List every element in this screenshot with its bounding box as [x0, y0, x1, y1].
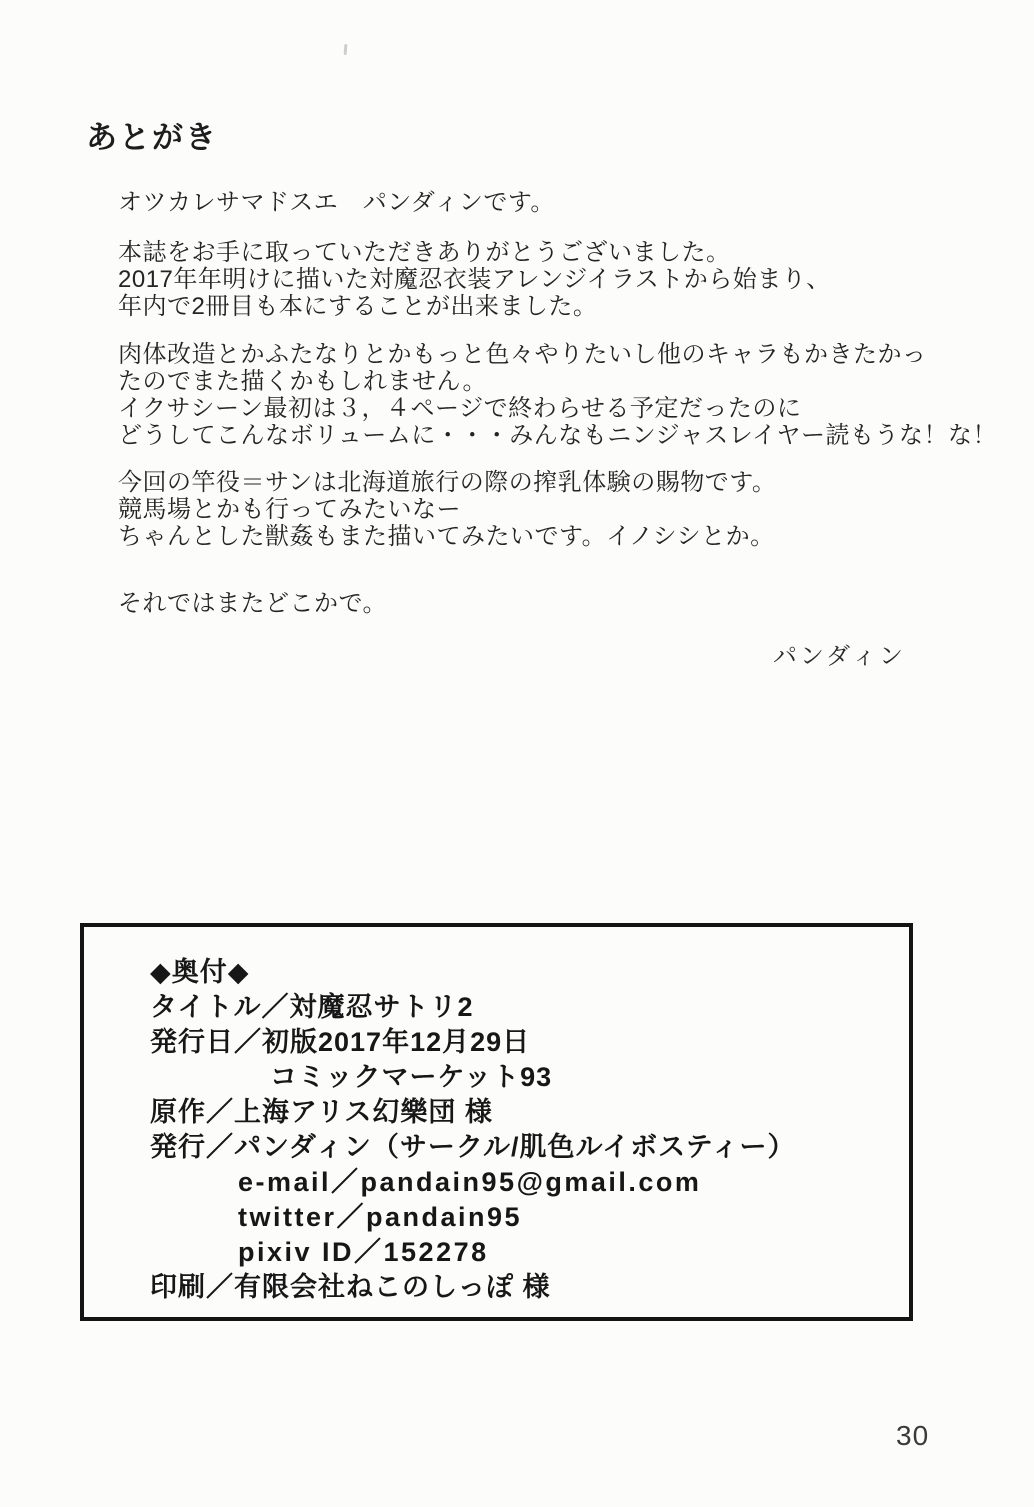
page-title: あとがき [86, 120, 218, 155]
page-number: 30 [896, 1420, 930, 1451]
afterword-paragraph [118, 341, 997, 449]
author-signature: パンダィン [772, 643, 906, 670]
afterword-line: イクサシーン最初は３，４ページで終わらせる予定だったのに [118, 395, 802, 422]
afterword-line: 肉体改造とかふたなりとかもっと色々やりたいし他のキャラもかきたかっ [118, 341, 927, 368]
afterword-line: それではまたどこかで。 [118, 590, 388, 617]
afterword-paragraph [118, 590, 908, 617]
afterword-paragraph [118, 189, 908, 216]
afterword-paragraph [118, 469, 908, 550]
afterword-line: 競馬場とかも行ってみたいなー [118, 496, 461, 523]
afterword-paragraphs [118, 189, 997, 617]
scan-artifact [344, 44, 348, 55]
afterword-line: たのでまた描くかもしれません。 [118, 368, 487, 395]
colophon-heading: ◆奥付◆ [150, 957, 250, 987]
afterword-line: 今回の竿役＝サンは北海道旅行の際の搾乳体験の賜物です。 [118, 469, 777, 496]
colophon-line: タイトル／対魔忍サトリ2 [150, 992, 474, 1022]
colophon-line: 印刷／有限会社ねこのしっぽ 様 [150, 1272, 551, 1302]
colophon-line: 原作／上海アリス幻樂団 様 [150, 1097, 493, 1127]
afterword-line: ちゃんとした獣姦もまた描いてみたいです。イノシシとか。 [118, 523, 775, 550]
afterword-line: 年内で2冊目も本にすることが出来ました。 [118, 293, 598, 320]
colophon-line: コミックマーケット93 [270, 1062, 553, 1092]
afterword-paragraph [118, 239, 908, 320]
afterword-line: どうしてこんなボリュームに・・・みんなもニンジャスレイヤー読もうな！な！ [118, 422, 997, 449]
colophon-line: twitter／pandain95 [238, 1202, 523, 1232]
colophon-line: e-mail／pandain95@gmail.com [238, 1167, 702, 1197]
colophon-line: 発行日／初版2017年12月29日 [150, 1027, 531, 1057]
afterword-line: 2017年年明けに描いた対魔忍衣装アレンジイラストから始まり、 [118, 266, 831, 293]
colophon-lines [150, 990, 889, 1305]
colophon-line: pixiv ID／152278 [238, 1237, 489, 1267]
colophon-line: 発行／パンダィン（サークル/肌色ルイボスティー） [150, 1132, 796, 1162]
afterword-body [118, 189, 997, 670]
colophon-box [80, 923, 913, 1321]
afterword-line: オツカレサマドスエ パンダィンです。 [118, 189, 555, 216]
afterword-line: 本誌をお手に取っていただきありがとうございました。 [118, 239, 731, 266]
